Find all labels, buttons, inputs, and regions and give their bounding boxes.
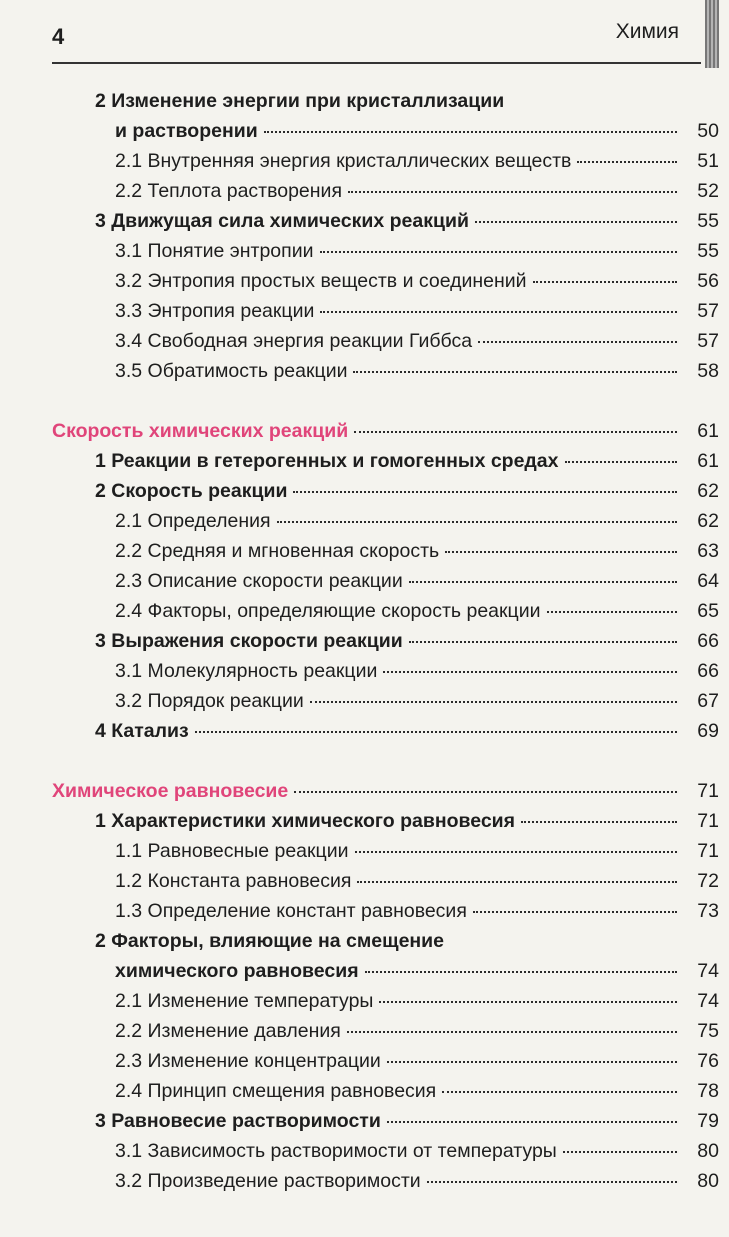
toc-entry-title: 2.4 Принцип смещения равновесия	[115, 1080, 437, 1102]
toc-page-number: 66	[697, 660, 719, 682]
dot-leader	[320, 251, 678, 253]
toc-entry-title: 2.1 Определения	[115, 510, 271, 532]
toc-entry-title: 3.3 Энтропия реакции	[115, 300, 315, 322]
toc-subsection[interactable]	[0, 836, 729, 866]
toc-page-number: 67	[697, 690, 719, 712]
toc-page-number: 55	[697, 240, 719, 262]
dot-leader	[547, 611, 677, 613]
toc-subsection[interactable]	[0, 1046, 729, 1076]
toc-entry-title: 3.4 Свободная энергия реакции Гиббса	[115, 330, 473, 352]
dot-leader	[353, 371, 677, 373]
toc-page-number: 72	[697, 870, 719, 892]
dot-leader	[445, 551, 677, 553]
toc-subsection[interactable]	[0, 236, 729, 266]
dot-leader	[533, 281, 677, 283]
toc-page-number: 73	[697, 900, 719, 922]
toc-page-number: 76	[697, 1050, 719, 1072]
toc-subsection[interactable]	[0, 356, 729, 386]
toc-page-number: 71	[697, 840, 719, 862]
dot-leader	[565, 461, 678, 463]
header-rule	[52, 62, 701, 64]
toc-entry-title: Скорость химических реакций	[52, 420, 349, 442]
toc-section[interactable]	[0, 86, 729, 116]
dot-leader	[521, 821, 677, 823]
dot-leader	[409, 641, 677, 643]
toc-subsection[interactable]	[0, 506, 729, 536]
toc-entry-title: 3.1 Молекулярность реакции	[115, 660, 378, 682]
dot-leader	[379, 1001, 677, 1003]
section-gap	[0, 746, 729, 776]
toc-entry-title: 3.2 Порядок реакции	[115, 690, 304, 712]
book-title: Химия	[615, 20, 679, 43]
toc-page-number: 61	[697, 450, 719, 472]
dot-leader	[294, 791, 677, 793]
dot-leader	[357, 881, 677, 883]
toc-page-number: 79	[697, 1110, 719, 1132]
toc-page-number: 74	[697, 960, 719, 982]
toc-page-number: 71	[697, 780, 719, 802]
dot-leader	[347, 1031, 677, 1033]
toc-entry-title: 1 Характеристики химического равновесия	[95, 810, 516, 832]
toc-entry-title: 3 Равновесие растворимости	[95, 1110, 381, 1132]
toc-page-number: 55	[697, 210, 719, 232]
toc-chapter[interactable]	[0, 776, 729, 806]
toc-entry-title: 2.3 Описание скорости реакции	[115, 570, 403, 592]
toc-section[interactable]	[0, 806, 729, 836]
toc-subsection[interactable]	[0, 896, 729, 926]
toc-chapter[interactable]	[0, 416, 729, 446]
dot-leader	[365, 971, 677, 973]
toc-subsection[interactable]	[0, 656, 729, 686]
dot-leader	[442, 1091, 677, 1093]
toc-section[interactable]	[0, 926, 729, 956]
toc-entry-title: 3.1 Зависимость растворимости от температуры	[115, 1140, 557, 1162]
dot-leader	[387, 1061, 677, 1063]
toc-section[interactable]	[0, 206, 729, 236]
dot-leader	[475, 221, 677, 223]
toc-page-number: 57	[697, 330, 719, 352]
toc-subsection[interactable]	[0, 1016, 729, 1046]
dot-leader	[354, 431, 677, 433]
dot-leader	[293, 491, 677, 493]
toc-entry-title: 3.2 Энтропия простых веществ и соединений	[115, 270, 527, 292]
toc-page-number: 80	[697, 1140, 719, 1162]
toc-entry-title: 2.2 Изменение давления	[115, 1020, 341, 1042]
dot-leader	[478, 341, 677, 343]
toc-entry-title: 2.2 Средняя и мгновенная скорость	[115, 540, 440, 562]
dot-leader	[310, 701, 677, 703]
toc-page-number: 64	[697, 570, 719, 592]
toc-page-number: 51	[697, 150, 719, 172]
toc-page-number: 58	[697, 360, 719, 382]
toc-page-number: 62	[697, 480, 719, 502]
toc-subsection[interactable]	[0, 176, 729, 206]
toc-page-number: 80	[697, 1170, 719, 1192]
dot-leader	[348, 191, 677, 193]
toc-subsection[interactable]	[0, 986, 729, 1016]
dot-leader	[409, 581, 677, 583]
dot-leader	[387, 1121, 677, 1123]
toc-page-number: 52	[697, 180, 719, 202]
dot-leader	[277, 521, 677, 523]
toc-page-number: 71	[697, 810, 719, 832]
toc-page-number: 75	[697, 1020, 719, 1042]
page-number: 4	[52, 24, 65, 49]
dot-leader	[355, 851, 677, 853]
dot-leader	[320, 311, 677, 313]
toc-entry-title: химического равновесия	[115, 960, 359, 982]
dot-leader	[577, 161, 677, 163]
toc-page-number: 78	[697, 1080, 719, 1102]
toc-section[interactable]	[0, 116, 729, 146]
toc-subsection[interactable]	[0, 866, 729, 896]
dot-leader	[383, 671, 677, 673]
toc-entry-title: 1.2 Константа равновесия	[115, 870, 352, 892]
toc-page-number: 66	[697, 630, 719, 652]
page-header	[0, 0, 729, 66]
dot-leader	[473, 911, 677, 913]
dot-leader	[264, 131, 677, 133]
toc-entry-title: 2.1 Изменение температуры	[115, 990, 374, 1012]
toc-entry-title: 2 Факторы, влияющие на смещение	[95, 930, 445, 952]
toc-section[interactable]	[0, 956, 729, 986]
toc-entry-title: 1.3 Определение констант равновесия	[115, 900, 467, 922]
toc-entry-title: 3.2 Произведение растворимости	[115, 1170, 421, 1192]
toc-entry-title: 2.2 Теплота растворения	[115, 180, 343, 202]
toc-entry-title: 2 Изменение энергии при кристаллизации	[95, 90, 505, 112]
dot-leader	[427, 1181, 677, 1183]
toc-subsection[interactable]	[0, 1166, 729, 1196]
toc-page-number: 69	[697, 720, 719, 742]
toc-subsection[interactable]	[0, 266, 729, 296]
toc-subsection[interactable]	[0, 1076, 729, 1106]
toc-section[interactable]	[0, 1106, 729, 1136]
table-of-contents	[0, 86, 729, 1196]
toc-entry-title: 3.5 Обратимость реакции	[115, 360, 348, 382]
toc-page-number: 56	[697, 270, 719, 292]
toc-entry-title: 2 Скорость реакции	[95, 480, 288, 502]
toc-page-number: 62	[697, 510, 719, 532]
toc-subsection[interactable]	[0, 296, 729, 326]
toc-entry-title: 1 Реакции в гетерогенных и гомогенных средах	[95, 450, 559, 472]
toc-entry-title: 2.3 Изменение концентрации	[115, 1050, 381, 1072]
toc-section[interactable]	[0, 476, 729, 506]
toc-entry-title: 2.1 Внутренняя энергия кристаллических веществ	[115, 150, 572, 172]
toc-entry-title: 3 Движущая сила химических реакций	[95, 210, 469, 232]
toc-section[interactable]	[0, 716, 729, 746]
toc-entry-title: 1.1 Равновесные реакции	[115, 840, 349, 862]
toc-section[interactable]	[0, 626, 729, 656]
dot-leader	[195, 731, 677, 733]
dot-leader	[563, 1151, 677, 1153]
toc-entry-title: 2.4 Факторы, определяющие скорость реакции	[115, 600, 541, 622]
toc-entry-title: 3.1 Понятие энтропии	[115, 240, 314, 262]
page-edge-marker	[705, 0, 719, 68]
toc-page-number: 63	[697, 540, 719, 562]
toc-subsection[interactable]	[0, 1136, 729, 1166]
toc-subsection[interactable]	[0, 326, 729, 356]
toc-subsection[interactable]	[0, 566, 729, 596]
section-gap	[0, 386, 729, 416]
toc-subsection[interactable]	[0, 686, 729, 716]
toc-page-number: 61	[697, 420, 719, 442]
toc-subsection[interactable]	[0, 536, 729, 566]
toc-entry-title: и растворении	[115, 120, 258, 142]
toc-subsection[interactable]	[0, 146, 729, 176]
toc-page-number: 65	[697, 600, 719, 622]
toc-section[interactable]	[0, 446, 729, 476]
toc-page-number: 74	[697, 990, 719, 1012]
toc-page-number: 57	[697, 300, 719, 322]
toc-entry-title: Химическое равновесие	[52, 780, 289, 802]
toc-subsection[interactable]	[0, 596, 729, 626]
toc-page-number: 50	[697, 120, 719, 142]
toc-entry-title: 4 Катализ	[95, 720, 189, 742]
toc-entry-title: 3 Выражения скорости реакции	[95, 630, 403, 652]
